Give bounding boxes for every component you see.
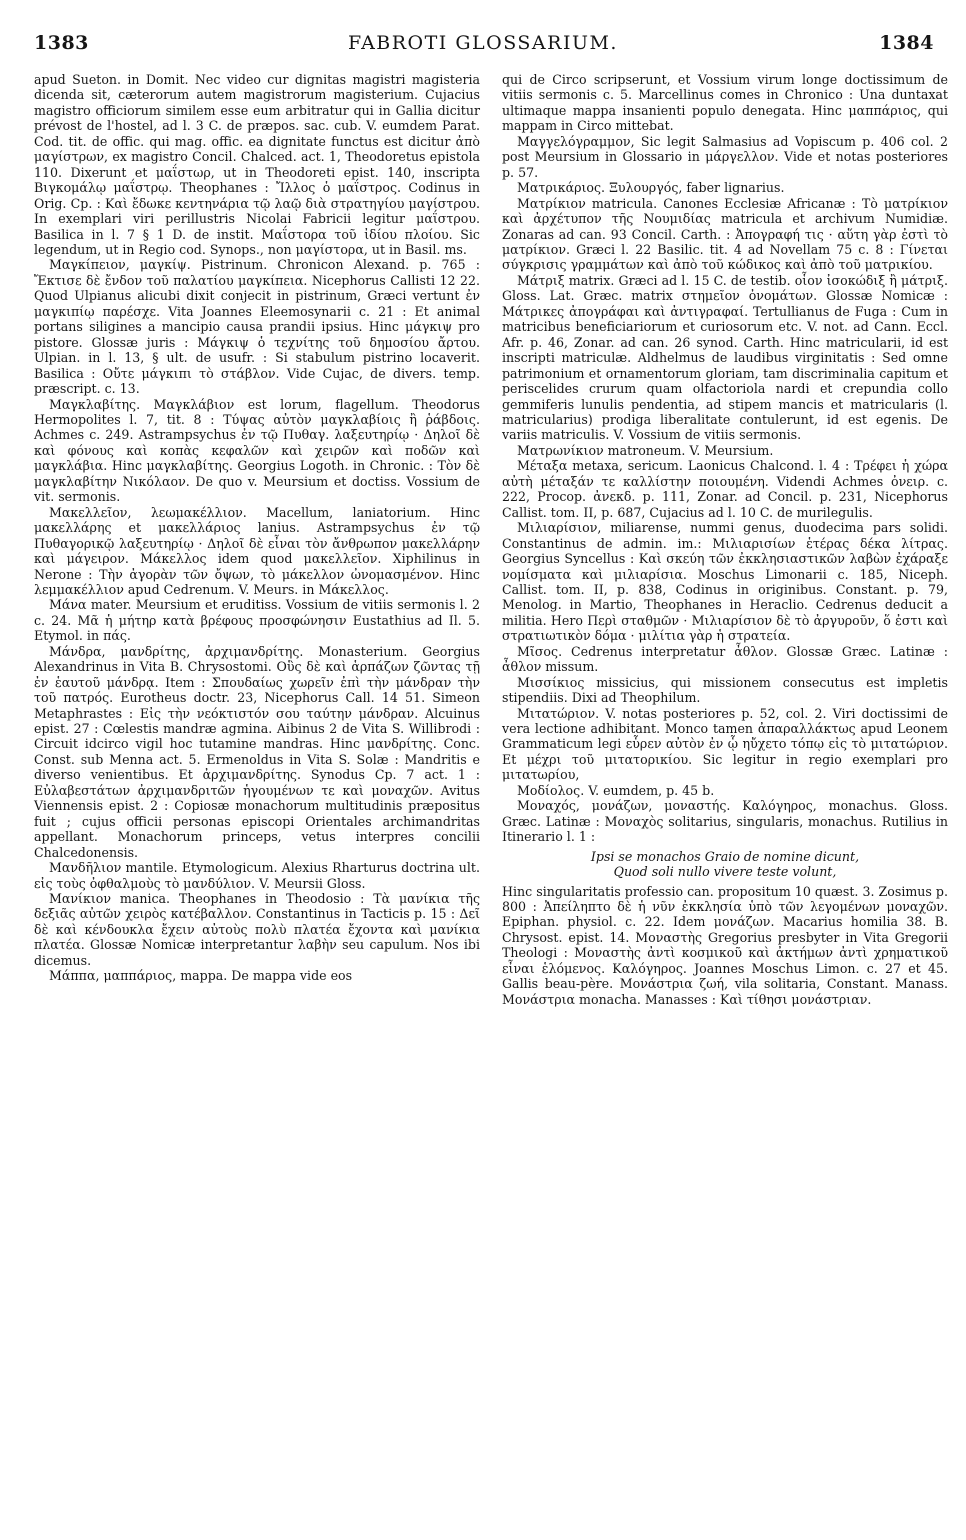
page-number-left: 1383 — [34, 32, 89, 54]
entry-paragraph: Μέταξα metaxa, sericum. Laonicus Chalcond. l. 4 : Τρέφει ἡ χώρα αὐτὴ μέταξάν τε καλλίστην ποιουμένη. Videndi Achmes ὀνειρ. c. 222, Procop. ἀνεκδ. p. 111, Zonar. ad Concil. p. 231, Nicephorus Callist. tom. II, p. 687, Cujacius ad l. 10 C. de murilegulis. — [502, 458, 948, 520]
entry-paragraph: Μακελλεῖον, λεωμακέλλιον. Macellum, laniatorium. Hinc μακελλάρης et μακελλάριος lanius. Astrampsychus ἐν τῷ Πυθαγορικῷ λαξευτηρίῳ · Δηλοῖ δὲ εἶναι τὸν ἄνθρωπον μακελλάρην καὶ μάγειρον. Μάκελλος idem quod μακελλεῖον. Xiphilinus in Nerone : Τὴν ἀγορὰν τῶν ὄψων, τὸ μάκελλον ὠνομασμένον. Hinc λεμμακέλλιον apud Cedrenum. V. Meurs. in Μάκελλος. — [34, 504, 480, 597]
entry-paragraph: Μισσίκιος missicius, qui missionem consecutus est impletis stipendiis. Dixi ad Theophilum. — [502, 674, 948, 706]
entry-paragraph: qui de Circo scripserunt, et Vossium virum longe doctissimum de vitiis sermonis c. 5. Marcellinus comes in Chronico : Una duntaxat ultimaque mappa insanienti populo denegata. Hinc μαππάριος, qui mappam in Circo mittebat. — [502, 72, 948, 134]
entry-paragraph: Μανίκιον manica. Theophanes in Theodosio : Τὰ μανίκια τῆς δεξιᾶς αὐτῶν χειρὸς κατέβαλλον. Constantinus in Tacticis p. 15 : Δεῖ δὲ καὶ κένδουκλα ἔχειν αὐτοὺς πολὺ πλατέα ἔχοντα καὶ μανίκια πλατέα. Glossæ Nomicæ interpretantur λαβὴν seu capulum. Nos ibi dicemus. — [34, 891, 480, 968]
entry-paragraph: Μοδίολος. V. eumdem, p. 45 b. — [517, 782, 715, 798]
entry-paragraph: Ματρικάριος. Ξυλουργός, faber lignarius. — [517, 180, 785, 196]
entry-paragraph: Hinc singularitatis professio can. propositum 10 quæst. 3. Zosimus p. 800 : Ἀπείληπτο δὲ ἡ νῦν ἐκκλησία ὑπὸ τῶν λεγομένων μοναχῶν. Epiphan. physiol. c. 22. Idem μονάζων. Macarius homilia 38. B. Chrysost. epist. 14. Μοναστὴς Gregorius presbyter in Vita Gregorii Theologi : Μοναστὴς ἀντὶ κοσμικοῦ καὶ ἀκτήμων ἀντὶ χρηματικοῦ εἶναι ἑλόμενος. Καλόγηρος. Joannes Moschus Limon. c. 27 et 45. Gallis beau-père. Μονάστρια ζωή, vila solitaria, Constant. Manass. Μονάστρια monacha. Manasses : Καὶ τίθησι μονάστριαν. — [502, 883, 948, 1007]
page-header — [0, 30, 966, 60]
verse-quotation — [502, 849, 948, 880]
running-title: FABROTI GLOSSARIUM. — [348, 32, 618, 54]
entry-paragraph: Μανδῆλιον mantile. Etymologicum. Alexius Rharturus doctrina ult. εἰς τοὺς ὀφθαλμοὺς τὸ μανδύλιον. V. Meursii Gloss. — [34, 860, 480, 891]
entry-paragraph: Μάτριξ matrix. Græci ad l. 15 C. de testib. οἷον ἰσοκώδιξ ἢ μάτριξ. Gloss. Lat. Græc. matrix στημεῖον ὀνομάτων. Glossæ Nomicæ : Μάτρικες ἀπογράφαι καὶ ἀντιγραφαί. Tertullianus de Fuga : Cum in matricibus beneficiariorum et curiosorum etc. V. not. ad Cann. Eccl. Afr. p. 46, Zonar. ad can. 26 synod. Carth. Hinc matricularii, id est inscripti matriculæ. Aldhelmus de laudibus virginitatis : Sed omne patrimonium et ornamentorum gloriam, tam discriminalia capitum et periscelides crurum quam olfactoriola nardi et crepundia collo gemmiferis lunulis pendentia, ad stipem mancis et matricularis (l. matricularius) prodiga liberalitate contulerunt, id est egenis. De variis matriculis. V. Vossium de vitiis sermonis. — [502, 272, 948, 443]
page-number-right: 1384 — [879, 32, 934, 54]
entry-paragraph: Μάνα mater. Meursium et eruditiss. Vossium de vitiis sermonis l. 2 c. 24. Μᾶ ἡ μήτηρ κατὰ βρέφους προσφώνησιν Eustathius ad Il. 5. Etymol. in πάς. — [34, 597, 480, 644]
entry-paragraph: Μοναχός, μονάζων, μοναστής. Καλόγηρος, monachus. Gloss. Græc. Latinæ : Μοναχὸς solitarius, singularis, monachus. Rutilius in Itinerario l. 1 : — [502, 798, 948, 845]
entry-paragraph: Ματρίκιον matricula. Canones Ecclesiæ Africanæ : Τὸ ματρίκιον καὶ ἀρχέτυπον τῆς Νουμιδίας matricula et archivum Numidiæ. Zonaras ad can. 93 Concil. Carth. : Ἀπογραφή τις · αὕτη γὰρ ἐστὶ τὸ ματρίκιον. Græci l. 22 Basilic. tit. 4 ad Novellam 75 c. 8 : Γίνεται σύγκρισις γραμμάτων καὶ ἀπὸ τοῦ κώδικος καὶ ἀπὸ τοῦ ματρικίου. — [502, 195, 948, 273]
verse-line: Ipsi se monachos Graio de nomine dicunt, — [590, 848, 860, 864]
entry-paragraph: Μαγκλαβίτης. Μαγκλάβιον est lorum, flagellum. Theodorus Hermopolites l. 7, tit. 8 : Τύψας αὐτὸν μαγκλαβίοις ἢ ῥάβδοις. Achmes c. 249. Astrampsychus ἐν τῷ Πυθαγ. λαξευτηρίῳ · Δηλοῖ δὲ καὶ φόνους καὶ κοπὰς κεφαλῶν καὶ χειρῶν καὶ ποδῶν καὶ μαγκλάβια. Hinc μαγκλαβίτης. Georgius Logoth. in Chronic. : Τὸν δὲ μαγκλαβίτην Νικόλαον. De quo v. Meursium et doctiss. Vossium de vit. sermonis. — [34, 396, 480, 505]
entry-paragraph: Μαγγελόγραμμον, Sic legit Salmasius ad Vopiscum p. 406 col. 2 post Meursium in Glossario in μάργελλον. Vide et notas posteriores p. 57. — [502, 133, 948, 180]
entry-paragraph: Ματρωνίκιον matroneum. V. Meursium. — [517, 442, 774, 458]
entry-paragraph: Μιτατώριον. V. notas posteriores p. 52, col. 2. Viri doctissimi de vera lectione adhibitant. Monco tamen ἀπαραλλάκτως apud Leonem Grammaticum legi εὗρεν αὐτὸν ἐν ᾧ ηὔχετο τόπῳ εἰς τὸ μιτατώριον. Et μέχρι τοῦ μιτατορικίου. Sic legitur in regio exemplari pro μιτατωρίου, — [502, 705, 948, 783]
entry-paragraph: Μῖσος. Cedrenus interpretatur ἆθλον. Glossæ Græc. Latinæ : ἆθλον missum. — [502, 643, 948, 675]
verse-line: Quod soli nullo vivere teste volunt, — [613, 864, 837, 880]
entry-paragraph: Μάππα, μαππάριος, mappa. De mappa vide eos — [49, 968, 353, 984]
entry-paragraph: Μαγκίπειον, μαγκίψ. Pistrinum. Chronicon Alexand. p. 765 : Ἔκτισε δὲ ἔνδον τοῦ παλατίου μαγκίπεια. Nicephorus Callisti 12 22. Quod Ulpianus alicubi dixit conjecit in pistrinum, Græci vertunt ἐν μαγκιπίῳ παρέσχε. Vita Joannes Eleemosynarii c. 21 : Et animal portans siligines a mancipio causa prandii ipsius. Hinc μάγκιψ pro pistore. Glossæ juris : Μάγκιψ ὁ τεχνίτης τοῦ δημοσίου ἄρτου. Ulpian. in l. 13, § ult. de usufr. : Si stabulum pistrino locaverit. Basilica : Οὔτε μάγκιπι τὸ στάβλον. Vide Cujac, de divers. temp. præscript. c. 13. — [34, 257, 480, 397]
left-column — [34, 72, 480, 984]
entry-paragraph: Μιλιαρίσιον, miliarense, nummi genus, duodecima pars solidi. Constantinus de admin. im.: Μιλιαρισίων ἑτέρας δέκα λίτρας. Georgius Syncellus : Καὶ σκεύη τῶν ἐκκλησιαστικῶν λαβὼν ἐχάραξε νομίσματα καὶ μιλιαρίσια. Moschus Limonarii c. 185, Niceph. Callist. tom. II, p. 838, Codinus in originibus. Constant. p. 79, Menolog. in Martio, Theophanes in Heraclio. Cedrenus deducit a militia. Hero Περὶ σταθμῶν · Μιλιαρίσιον δὲ τὸ ἀργυροῦν, ὅ ἐστι καὶ στρατιωτικὸν δόμα · μιλίτια γὰρ ἡ στρατεία. — [502, 520, 948, 644]
entry-paragraph: Μάνδρα, μανδρίτης, ἀρχιμανδρίτης. Monasterium. Georgius Alexandrinus in Vita B. Chrysostomi. Οὓς δὲ καὶ ἁρπάζων ζῶντας τῇ ἐν ἑαυτοῦ μάνδρᾳ. Item : Σπουδαίως χωρεῖν ἐπὶ τὴν μάνδραν τὴν τοῦ πατρός. Eurotheus doctr. 23, Nicephorus Call. 14 51. Simeon Metaphrastes : Εἰς τὴν νεόκτιστόν σου ταύτην μάνδραν. Alcuinus epist. 27 : Cœlestis mandræ agmina. Aibinus 2 de Vita S. Willibrodi : Circuit idcirco vigil hoc tutamine mandras. Hinc μανδρίτης. Conc. Const. sub Menna act. 5. Ermenoldus in Vita S. Solæ : Mandritis e diverso venientibus. Et ἀρχιμανδρίτης. Synodus Cp. 7 act. 1 : Εὐλαβεστάτων ἀρχιμανδριτῶν ἡγουμένων τε καὶ μοναχῶν. Avitus Viennensis epist. 2 : Copiosæ monachorum multitudinis præpositus fuit ; cujus officii personas episcopi Orientales archimandritas appellant. Monachorum princeps, vetus interpres concilii Chalcedonensis. — [34, 643, 480, 860]
right-column — [502, 72, 948, 1007]
entry-paragraph: apud Sueton. in Domit. Nec video cur dignitas magistri magisteria dicenda sit, cæterorum autem magistrorum magisterium. Cujacius magistro officiorum similem esse eum arbitratur qui in Gallia dicitur prévost de l'hostel, ad l. 3 C. de præpos. sac. cub. V. eumdem Parat. Cod. tit. de offic. qui mag. offic. ea dignitate functus est dicitur ἀπὸ μαγίστρων, ex magistro Concil. Chalced. act. 1, Theodoretus epistola 110. Dixerunt et μαΐστωρ, ut in Theodoreti epist. 140, inscripta Βιγκομάλῳ μαΐστρῳ. Theophanes : Ἴλλος ὁ μαΐστρος. Codinus in Orig. Cp. : Καὶ ἔδωκε κεντηνάρια τῷ λαῷ διὰ στρατηγίου μαγίστρου. In exemplari viri perillustris Nicolai Fabricii legitur μαΐστρου. Basilica in l. 7 § 1 D. de instit. Μαΐστορα τοῦ ἰδίου πλοίου. Sic legendum, ut in Regio cod. Synops., non μαγίστορα, ut in Basil. ms. — [34, 72, 480, 257]
